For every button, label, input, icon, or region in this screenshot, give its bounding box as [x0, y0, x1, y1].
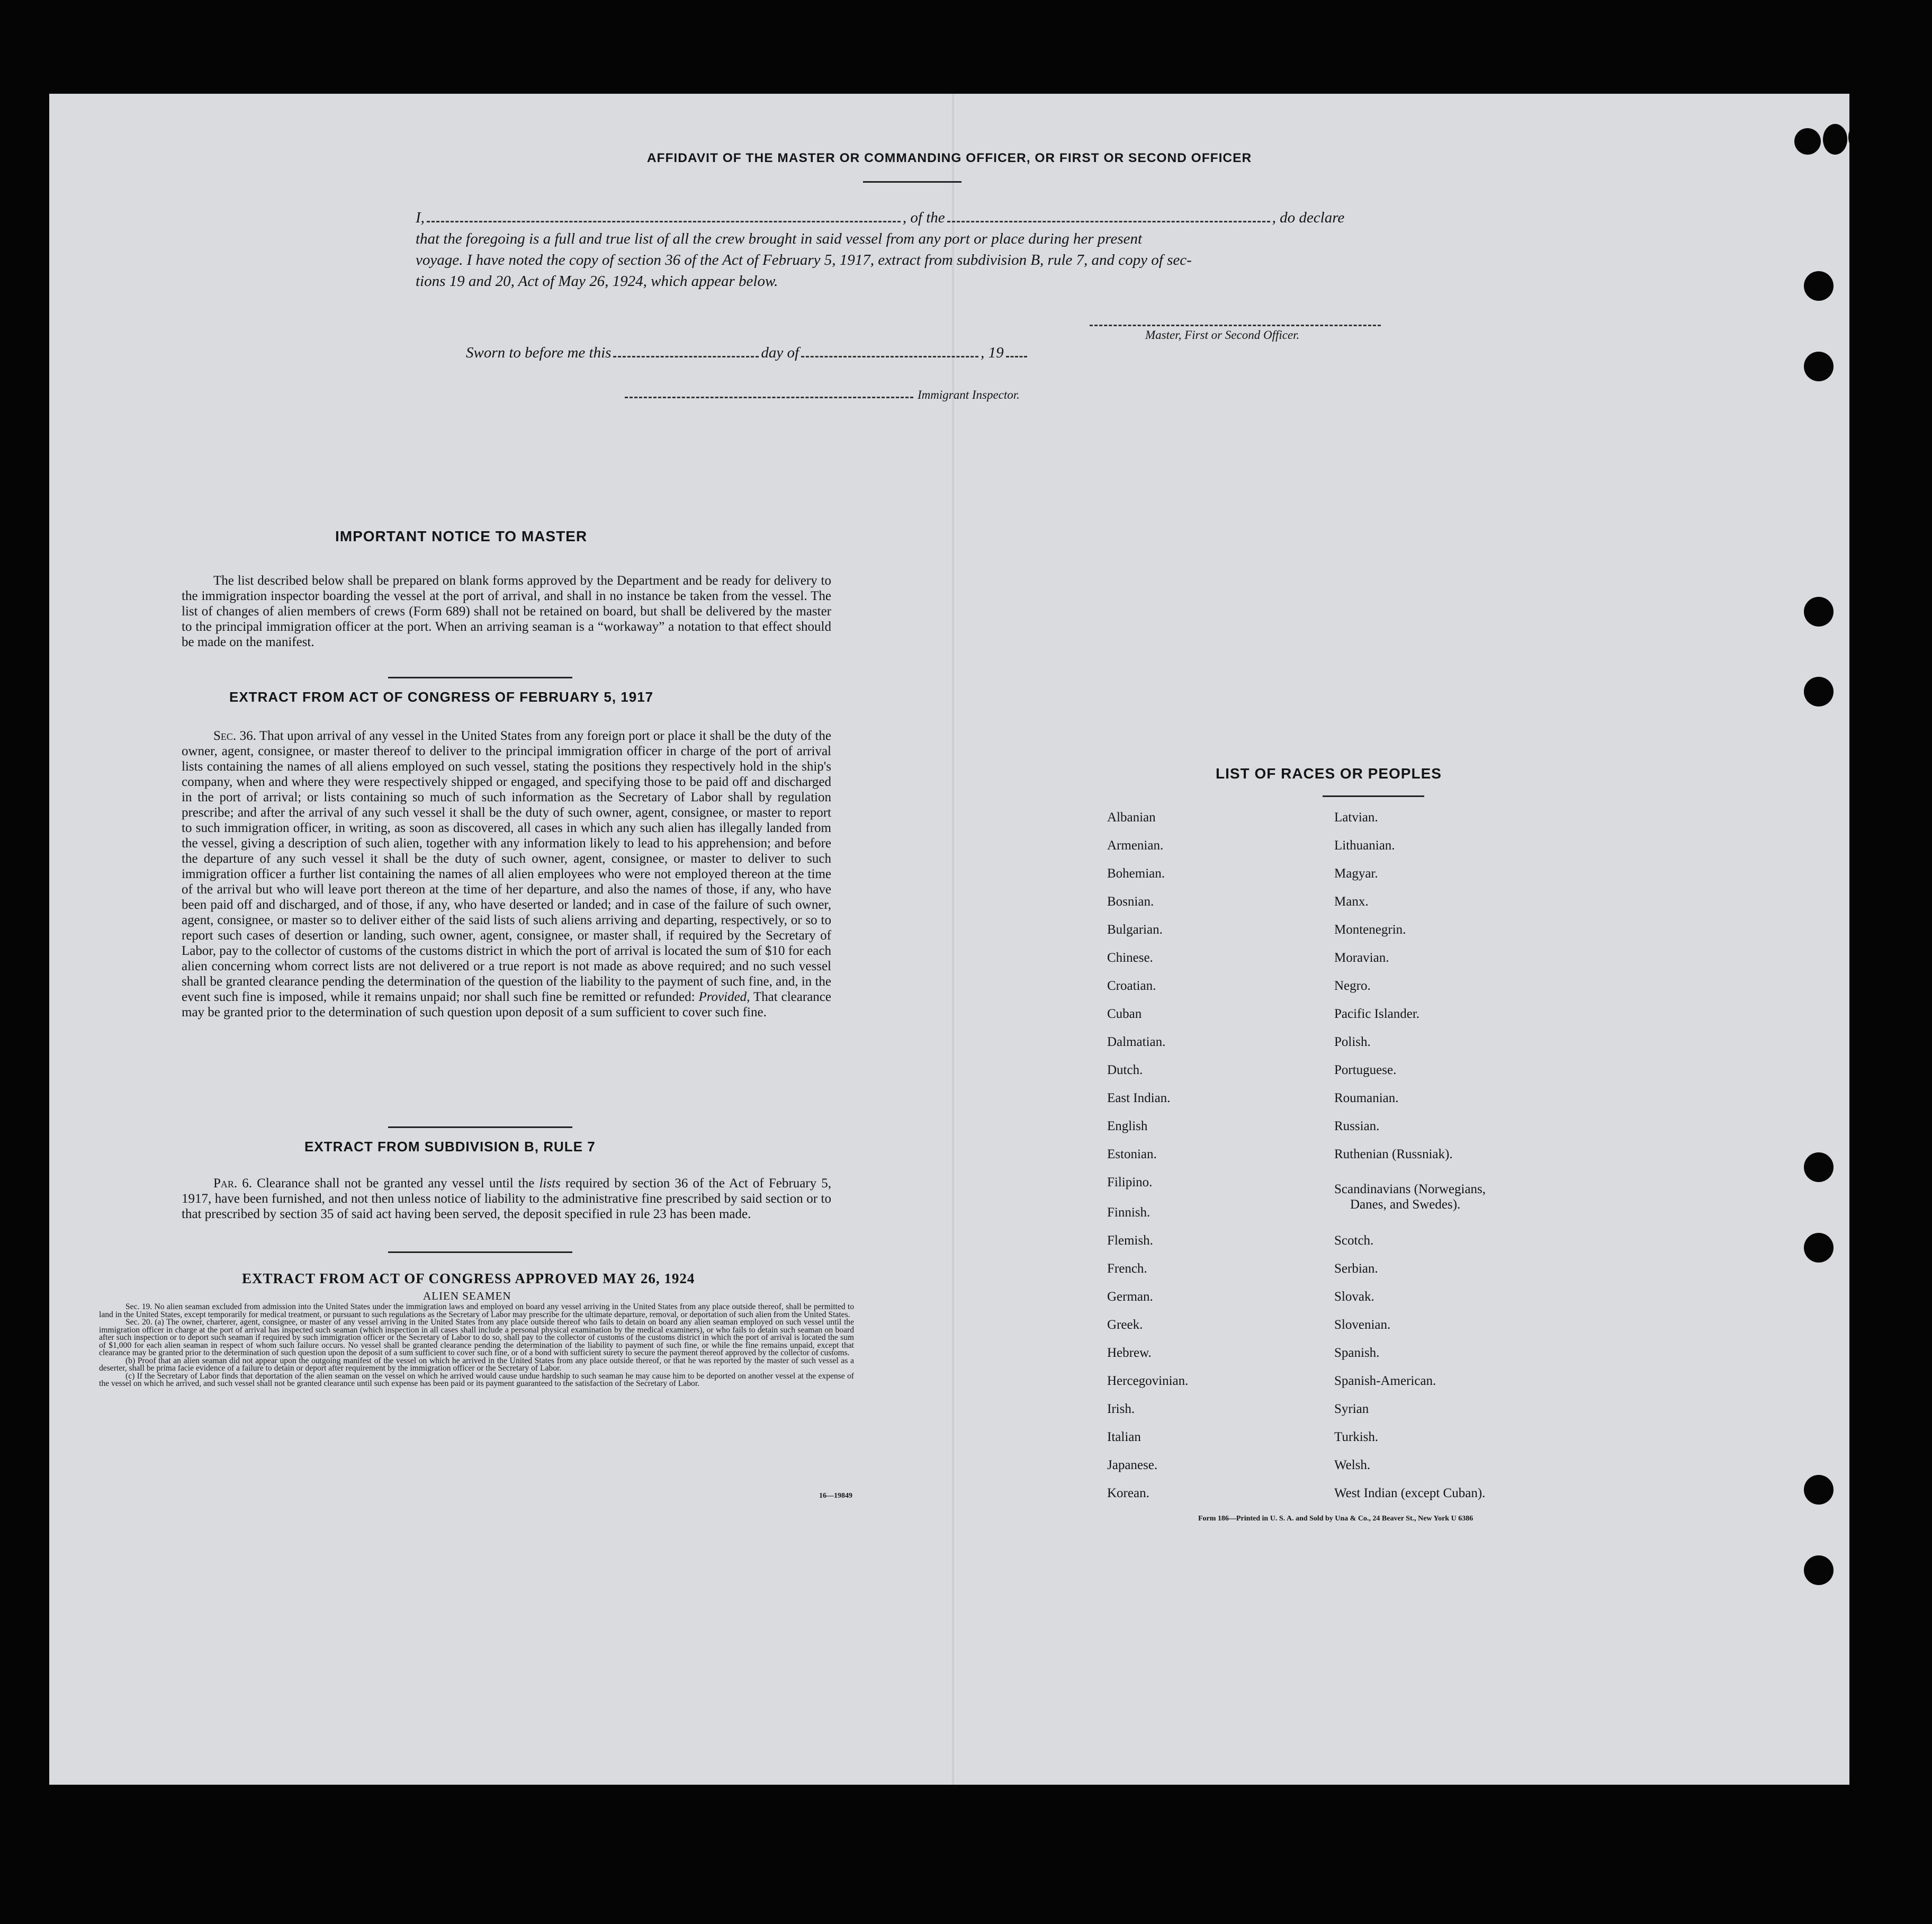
proviso-text: That clearance may be granted prior to the determination of such question upon deposit of a sum sufficient to cover such fine.: [182, 990, 831, 1019]
punch-hole-5: [1804, 352, 1834, 381]
affidavit-declare: , do declare: [1272, 209, 1345, 226]
race-left-item: Bohemian.: [1107, 866, 1165, 881]
sec-19-text: Sec. 19. No alien seaman excluded from admission into the United States under the immigration laws and employed on board any vessel arriving in the United States from any place outside thereof, shall be permitted to land in the United States, except temporarily for medical treatment, or pursuant to such regulations as the Secretary of Labor may prescribe for the ultimate departure, removal, or deportation of such alien from the United States.: [99, 1302, 854, 1319]
races-title-rule: [1323, 795, 1424, 797]
race-right-item: Polish.: [1334, 1035, 1371, 1049]
inspector-caption: Immigrant Inspector.: [918, 388, 1020, 401]
race-left-item: Filipino.: [1107, 1175, 1153, 1189]
race-left-item: Albanian: [1107, 810, 1156, 825]
sec-20c-text: (c) If the Secretary of Labor finds that deportation of the alien seaman on the vessel on which he arrived would cause undue hardship to such seaman he may cause him to be deported on another vessel at the expense of the vessel on which he arrived, and such vessel shall not be granted clearance until such expense has been paid or its payment guaranteed to the satisfaction of the Secretary of Labor.: [99, 1371, 854, 1388]
race-right-item: Pacific Islander.: [1334, 1007, 1420, 1021]
race-left-item: Korean.: [1107, 1486, 1149, 1500]
punch-hole-2: [1823, 124, 1847, 155]
race-left-item: French.: [1107, 1261, 1147, 1276]
race-right-item: Scotch.: [1334, 1233, 1374, 1248]
race-left-item: Armenian.: [1107, 838, 1164, 853]
races-title: LIST OF RACES OR PEOPLES: [1216, 765, 1442, 782]
race-right-item: Serbian.: [1334, 1261, 1378, 1276]
rule7-title: EXTRACT FROM SUBDIVISION B, RULE 7: [304, 1139, 596, 1155]
race-left-item: Italian: [1107, 1430, 1141, 1444]
race-left-item: Flemish.: [1107, 1233, 1153, 1248]
rule7-body: [182, 1176, 831, 1222]
affidavit-line-3: voyage. I have noted the copy of section 36 of the Act of February 5, 1917, extract from subdivision B, rule 7, and copy of sec-: [416, 252, 1192, 269]
race-right-item: Ruthenian (Russniak).: [1334, 1147, 1453, 1161]
day-blank: [613, 356, 759, 357]
rule7-rule: [388, 1251, 572, 1253]
sec-36-label: Sec. 36.: [213, 729, 256, 743]
affidavit-declaration-line: [416, 209, 1411, 227]
sec-20a-text: Sec. 20. (a) The owner, charterer, agent, consignee, or master of any vessel arriving in the United States from any place outside thereof who fails to detain on board any alien seaman employed on such vessel until the immigration officer in charge at the port of arrival has inspected such seaman (which inspection in all cases shall include a personal physical examination by the medical examiners), or who fails to detain such seaman on board after such inspection or to deport such seaman if required by such immigration officer or the Secretary of Labor to do so, shall pay to the collector of customs of the customs district in which the port of arrival is located the sum of $1,000 for each alien seaman in respect of whom such failure occurs. No vessel shall be granted clearance pending the determination of the liability to payment of such fine, or while the fine remains unpaid, except that clearance may be granted prior to the determination of such question upon the deposit of a sum sufficient to cover such fine, or of a bond with sufficient surety to secure the payment thereof approved by the collector of customs.: [99, 1318, 854, 1357]
race-right-item: Portuguese.: [1334, 1063, 1397, 1077]
sworn-year: , 19: [981, 344, 1004, 361]
sworn-line: [466, 344, 1029, 362]
race-left-item: Greek.: [1107, 1318, 1143, 1332]
punch-hole-10: [1804, 1475, 1834, 1505]
race-right-item: Lithuanian.: [1334, 838, 1395, 853]
extract-1917-rule: [388, 1126, 572, 1128]
affidavit-of-the: , of the: [902, 209, 945, 226]
month-blank: [801, 356, 978, 357]
proviso-label: Provided,: [698, 990, 750, 1004]
race-right-item: Syrian: [1334, 1402, 1369, 1416]
punch-hole-8: [1804, 1152, 1834, 1182]
race-left-item: Croatian.: [1107, 979, 1156, 993]
punch-hole-6: [1804, 597, 1834, 627]
race-left-item: Dutch.: [1107, 1063, 1143, 1077]
race-right-item: Danes, and Swedes).: [1350, 1197, 1461, 1212]
race-right-item: Montenegrin.: [1334, 923, 1406, 937]
rule7-text-a: Clearance shall not be granted any vessel until the: [257, 1176, 535, 1191]
race-left-item: Chinese.: [1107, 951, 1153, 965]
race-right-item: Turkish.: [1334, 1430, 1379, 1444]
race-right-item: West Indian (except Cuban).: [1334, 1486, 1486, 1500]
race-left-item: German.: [1107, 1290, 1153, 1304]
race-left-item: Bulgarian.: [1107, 923, 1163, 937]
punch-hole-7: [1804, 677, 1834, 706]
extract-1917-body: [182, 728, 831, 1020]
race-right-item: Roumanian.: [1334, 1091, 1399, 1105]
race-right-item: Russian.: [1334, 1119, 1380, 1133]
notice-body: The list described below shall be prepared on blank forms approved by the Department and be ready for delivery to the immigration inspector boarding the vessel at the port of arrival, and shall in no instance be taken from the vessel. The list of changes of alien members of crews (Form 689) shall not be retained on board, but shall be delivered by the master to the principal immigration officer at the port. When an arriving seaman is a “workaway” a notation to that effect should be made on the manifest.: [182, 574, 831, 649]
inspector-signature-line: [625, 397, 913, 398]
race-right-item: Spanish-American.: [1334, 1374, 1436, 1388]
affidavit-line-4: tions 19 and 20, Act of May 26, 1924, which appear below.: [416, 273, 778, 290]
sec-20b-text: (b) Proof that an alien seaman did not appear upon the outgoing manifest of the vessel on which he arrived in the United States from any place outside thereof, or that he was reported by the master of such vessel as a deserter, shall be prima facie evidence of a failure to detain or deport after requirement by the immigration officer or the Secretary of Labor.: [99, 1356, 854, 1373]
affidavit-line-2: that the foregoing is a full and true list of all the crew brought in said vessel from any port or place during her present: [416, 230, 1143, 247]
punch-hole-11: [1804, 1555, 1834, 1585]
race-right-item: Slovenian.: [1334, 1318, 1391, 1332]
sec-36-text: That upon arrival of any vessel in the United States from any foreign port or place it shall be the duty of the owner, agent, consignee, or master thereof to deliver to the principal immigration officer in charge of the port of arrival lists containing the names of all aliens employed on such vessel, stating the positions they respectively hold in the ship's company, when and where they were respectively shipped or engaged, and specifying those to be paid off and discharged in the port of arrival; or lists containing so much of such information as the Secretary of Labor shall by regulation prescribe; and after the arrival of any such vessel it shall be the duty of such owner, agent, consignee, or master to report to such immigration officer, in writing, as soon as discovered, all cases in which any such alien has illegally landed from the vessel, giving a description of such alien, together with any information likely to lead to his apprehension; and before the departure of any such vessel it shall be the duty of such owner, agent, consignee, or master to deliver to such immigration officer a further list containing the names of all alien employees who were not employed thereon at the time of the arrival but who will leave port thereon at the time of her departure, and also the names of those, if any, who have been paid off and discharged, and of those, if any, who have deserted or landed; and in case of the failure of such owner, agent, consignee, or master so to deliver either of the said lists of such aliens arriving and departing, respectively, or so to report such cases of desertion or landing, such owner, agent, consignee, or master shall, if required by the Secretary of Labor, pay to the collector of customs of the customs district in which the port of arrival is located the sum of $10 for each alien concerning whom correct lists are not delivered or a true report is not made as above required; and no such vessel shall be granted clearance pending the determination of the question of the liability to the payment of such fine, and, in the event such fine is imposed, while it remains unpaid; nor shall such fine be remitted or refunded:: [182, 729, 831, 1004]
printer-footer: Form 186—Printed in U. S. A. and Sold by Una & Co., 24 Beaver St., New York U 6386: [1198, 1515, 1473, 1523]
punch-hole-3: [1848, 121, 1849, 153]
document-sheet: [49, 94, 1849, 1785]
race-left-item: Bosnian.: [1107, 894, 1154, 909]
extract-1917-title: EXTRACT FROM ACT OF CONGRESS OF FEBRUARY 5, 1917: [229, 689, 654, 705]
race-right-item: Welsh.: [1334, 1458, 1371, 1472]
affidavit-title: AFFIDAVIT OF THE MASTER OR COMMANDING OFFICER, OR FIRST OR SECOND OFFICER: [646, 151, 1252, 165]
race-left-item: Cuban: [1107, 1007, 1142, 1021]
race-left-item: Irish.: [1107, 1402, 1135, 1416]
sworn-day-of: day of: [761, 344, 799, 361]
sworn-prefix: Sworn to before me this: [466, 344, 612, 361]
race-left-item: Hercegovinian.: [1107, 1374, 1189, 1388]
par-6-label: Par. 6.: [213, 1176, 253, 1191]
form-code: 16—19849: [819, 1492, 852, 1500]
race-right-item: Latvian.: [1334, 810, 1378, 825]
vessel-blank: [947, 221, 1270, 222]
race-left-item: Finnish.: [1107, 1205, 1151, 1220]
master-signature-line: [1090, 325, 1381, 326]
extract-1924-body: [99, 1303, 854, 1388]
race-right-item: Slovak.: [1334, 1290, 1374, 1304]
rule7-lists-word: lists: [539, 1176, 561, 1191]
affidavit-title-rule: [863, 181, 961, 183]
notice-title: IMPORTANT NOTICE TO MASTER: [335, 528, 588, 544]
race-left-item: Dalmatian.: [1107, 1035, 1166, 1049]
race-left-item: East Indian.: [1107, 1091, 1171, 1105]
punch-hole-9: [1804, 1233, 1834, 1263]
extract-1924-title: EXTRACT FROM ACT OF CONGRESS APPROVED MAY 26, 1924: [242, 1270, 695, 1286]
master-signature-caption: Master, First or Second Officer.: [1145, 328, 1300, 342]
name-blank: [427, 221, 901, 222]
race-right-item: Scandinavians (Norwegians,: [1334, 1182, 1486, 1196]
race-left-item: English: [1107, 1119, 1148, 1133]
race-right-item: Manx.: [1334, 894, 1369, 909]
rule7-text-b: required by section 36 of the Act of February 5, 1917, have been furnished, and not then unless notice of liability to the administrative fine prescribed by said section or to that prescribed by section 35 of said act having been served, the deposit specified in rule 23 has been made.: [182, 1176, 831, 1221]
race-right-item: Moravian.: [1334, 951, 1389, 965]
race-right-item: Magyar.: [1334, 866, 1378, 881]
affidavit-i: I,: [416, 209, 425, 226]
alien-seamen-subtitle: ALIEN SEAMEN: [423, 1290, 511, 1302]
notice-rule: [388, 677, 572, 678]
race-left-item: Estonian.: [1107, 1147, 1157, 1161]
year-blank: [1006, 356, 1027, 357]
race-right-item: Spanish.: [1334, 1346, 1380, 1360]
race-right-item: Negro.: [1334, 979, 1371, 993]
punch-hole-4: [1804, 271, 1834, 301]
race-left-item: Hebrew.: [1107, 1346, 1152, 1360]
race-left-item: Japanese.: [1107, 1458, 1158, 1472]
